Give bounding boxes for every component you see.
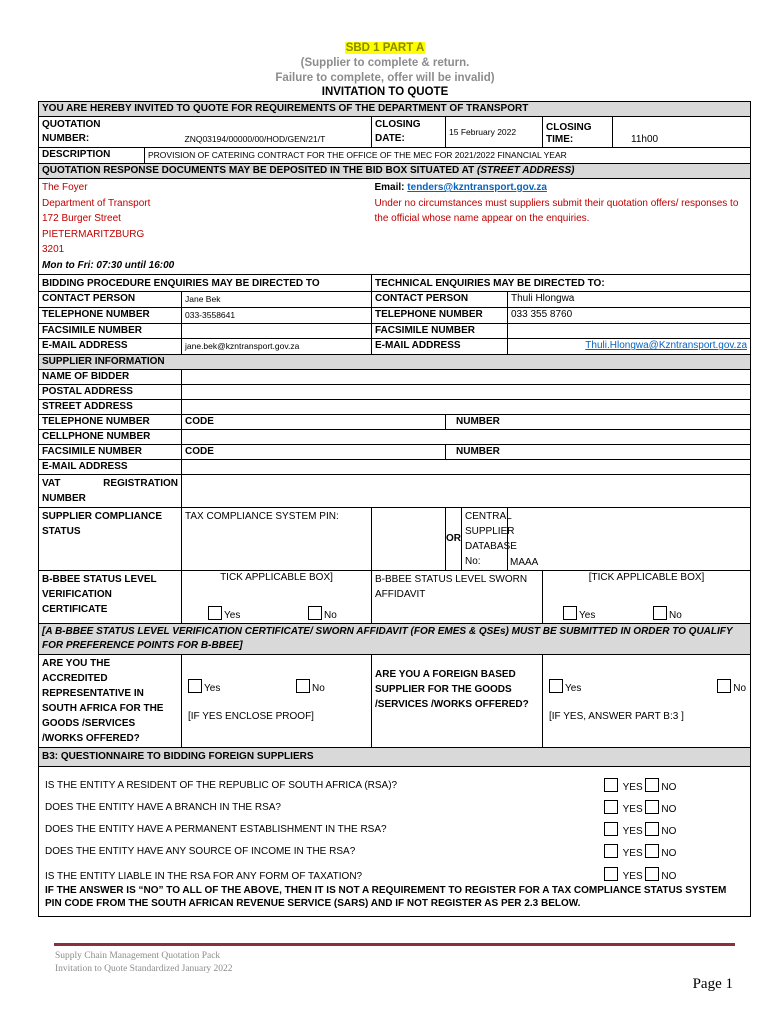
accredited-rep-label: ARE YOU THE ACCREDITED REPRESENTATIVE IN SOUTH AFRICA FOR THE GOODS /SERVICES /WORKS OFFERED? bbox=[39, 655, 182, 748]
bbbee-affidavit-no-checkbox[interactable] bbox=[653, 606, 667, 620]
bidding-contact: Jane Bek bbox=[182, 292, 372, 308]
bbbee-cert-yes-checkbox[interactable] bbox=[208, 606, 222, 620]
bbbee-affidavit-label: B-BBEE STATUS LEVEL SWORN AFFIDAVIT bbox=[372, 571, 543, 624]
questionnaire-heading: B3: QUESTIONNAIRE TO BIDDING FOREIGN SUPPLIERS bbox=[39, 748, 751, 767]
technical-contact: Thuli Hlongwa bbox=[508, 292, 751, 308]
technical-fax-label: FACSIMILE NUMBER bbox=[372, 324, 508, 339]
tender-email-label: Email: bbox=[374, 182, 408, 193]
submission-notice: Under no circumstances must suppliers submit their quotation offers/ responses to the official whose name appear on the enquiries. bbox=[374, 197, 739, 224]
tender-email-link[interactable]: tenders@kzntransport.gov.za bbox=[407, 182, 547, 193]
page-title: INVITATION TO QUOTE bbox=[321, 86, 449, 98]
accredited-no-checkbox[interactable] bbox=[296, 679, 310, 693]
street-address-label: STREET ADDRESS bbox=[39, 400, 182, 415]
description-label: DESCRIPTION bbox=[39, 148, 145, 164]
bbbee-cert-no-checkbox[interactable] bbox=[308, 606, 322, 620]
yes-checkbox[interactable] bbox=[604, 778, 618, 792]
closing-time: 11h00 bbox=[613, 117, 751, 148]
fax-code-field[interactable]: CODE bbox=[182, 445, 446, 460]
address-line: 3201 bbox=[42, 244, 65, 255]
foreign-yes-checkbox[interactable] bbox=[549, 679, 563, 693]
no-checkbox[interactable] bbox=[645, 844, 659, 858]
yes-checkbox[interactable] bbox=[604, 800, 618, 814]
csd-number-field[interactable] bbox=[508, 508, 751, 571]
address-line: Department of Transport bbox=[42, 197, 151, 209]
bidding-fax[interactable] bbox=[182, 324, 372, 339]
no-checkbox[interactable] bbox=[645, 822, 659, 836]
bidding-fax-label: FACSIMILE NUMBER bbox=[39, 324, 182, 339]
office-hours: Mon to Fri: 07:30 until 16:00 bbox=[42, 259, 175, 271]
bbbee-cert-options: TICK APPLICABLE BOX] Yes No bbox=[182, 571, 372, 624]
vat-label: VAT REGISTRATION NUMBER bbox=[39, 475, 182, 508]
enclose-proof-note: [IF YES ENCLOSE PROOF] bbox=[188, 711, 314, 722]
tax-pin-field[interactable] bbox=[372, 508, 446, 571]
tick-label: [TICK APPLICABLE BOX] bbox=[588, 572, 705, 583]
email-field[interactable] bbox=[182, 460, 751, 475]
question-row: DOES THE ENTITY HAVE A BRANCH IN THE RSA? YES NO bbox=[45, 802, 677, 815]
foreign-supplier-options: Yes No [IF YES, ANSWER PART B:3 ] bbox=[543, 655, 751, 748]
description: PROVISION OF CATERING CONTRACT FOR THE OFFICE OF THE MEC FOR 2021/2022 FINANCIAL YEAR bbox=[145, 148, 751, 164]
no-checkbox[interactable] bbox=[645, 778, 659, 792]
footer-divider bbox=[54, 943, 735, 946]
bbbee-affidavit-yes-checkbox[interactable] bbox=[563, 606, 577, 620]
questionnaire-block bbox=[39, 767, 751, 917]
supplier-info-heading: SUPPLIER INFORMATION bbox=[39, 355, 751, 370]
closing-time-label: CLOSING TIME: bbox=[543, 117, 613, 148]
bidder-name-label: NAME OF BIDDER bbox=[39, 370, 182, 385]
compliance-status-label: SUPPLIER COMPLIANCE STATUS bbox=[39, 508, 182, 571]
accredited-yes-checkbox[interactable] bbox=[188, 679, 202, 693]
deposit-heading: QUOTATION RESPONSE DOCUMENTS MAY BE DEPOSITED IN THE BID BOX SITUATED AT (STREET ADDRESS) bbox=[39, 164, 751, 179]
question-row: IS THE ENTITY LIABLE IN THE RSA FOR ANY FORM OF TAXATION? YES NO bbox=[45, 863, 744, 883]
technical-contact-label: CONTACT PERSON bbox=[372, 292, 508, 308]
answer-b3-note: [IF YES, ANSWER PART B:3 ] bbox=[549, 711, 684, 722]
question-text: IS THE ENTITY A RESIDENT OF THE REPUBLIC OF SOUTH AFRICA (RSA)? bbox=[45, 780, 398, 791]
address-line: 172 Burger Street bbox=[42, 213, 121, 224]
csd-label: CENTRAL SUPPLIER DATABASE No: bbox=[465, 511, 517, 567]
yes-checkbox[interactable] bbox=[604, 844, 618, 858]
quotation-number-label: QUOTATION NUMBER: bbox=[39, 117, 182, 148]
bidding-enquiries-heading: BIDDING PROCEDURE ENQUIRIES MAY BE DIRECTED TO bbox=[39, 275, 372, 292]
page-number: Page 1 bbox=[692, 976, 733, 992]
foreign-supplier-label: ARE YOU A FOREIGN BASED SUPPLIER FOR THE GOODS /SERVICES /WORKS OFFERED? bbox=[372, 655, 543, 748]
csd-block bbox=[446, 508, 517, 571]
header-line-3: Failure to complete, offer will be invalid) bbox=[275, 72, 495, 84]
address-line: The Foyer bbox=[42, 182, 88, 193]
technical-tel: 033 355 8760 bbox=[508, 308, 751, 324]
technical-fax[interactable] bbox=[508, 324, 751, 339]
question-row: IS THE ENTITY A RESIDENT OF THE REPUBLIC OF SOUTH AFRICA (RSA)? YES NO bbox=[45, 780, 677, 793]
questionnaire-conclusion: IF THE ANSWER IS “NO” TO ALL OF THE ABOVE, THEN IT IS NOT A REQUIREMENT TO REGISTER FOR A TAX COMPLIANCE STATUS SYSTEM PIN CODE FROM THE SOUTH AFRICAN REVENUE SERVICE (SARS) AND IF NOT REGISTER AS PER 2.3 BELOW. bbox=[45, 885, 727, 909]
question-text: DOES THE ENTITY HAVE ANY SOURCE OF INCOME IN THE RSA? bbox=[45, 846, 356, 857]
tender-email-block bbox=[372, 179, 751, 275]
closing-date-label: CLOSING DATE: bbox=[372, 117, 446, 148]
bidding-contact-label: CONTACT PERSON bbox=[39, 292, 182, 308]
question-row: DOES THE ENTITY HAVE A PERMANENT ESTABLISHMENT IN THE RSA? YES NO bbox=[45, 824, 677, 837]
postal-address-field[interactable] bbox=[182, 385, 751, 400]
cellphone-field[interactable] bbox=[182, 430, 751, 445]
tick-label: TICK APPLICABLE BOX] bbox=[220, 572, 333, 583]
question-text: DOES THE ENTITY HAVE A PERMANENT ESTABLISHMENT IN THE RSA? bbox=[45, 824, 387, 835]
email-label: E-MAIL ADDRESS bbox=[39, 460, 182, 475]
invitation-heading: YOU ARE HEREBY INVITED TO QUOTE FOR REQUIREMENTS OF THE DEPARTMENT OF TRANSPORT bbox=[39, 102, 751, 117]
address-line: PIETERMARITZBURG bbox=[42, 228, 145, 240]
telephone-label: TELEPHONE NUMBER bbox=[39, 415, 182, 430]
cellphone-label: CELLPHONE NUMBER bbox=[39, 430, 182, 445]
technical-email bbox=[508, 339, 751, 355]
bidder-name-field[interactable] bbox=[182, 370, 751, 385]
bbbee-cert-label: B-BBEE STATUS LEVEL VERIFICATION CERTIFICATE bbox=[39, 571, 182, 624]
footer-line-2: Invitation to Quote Standardized January 2022 bbox=[55, 964, 233, 974]
question-row: DOES THE ENTITY HAVE ANY SOURCE OF INCOME IN THE RSA? YES NO bbox=[45, 846, 677, 859]
bid-box-address bbox=[39, 179, 372, 275]
technical-email-label: E-MAIL ADDRESS bbox=[372, 339, 508, 355]
accredited-rep-options: Yes No [IF YES ENCLOSE PROOF] bbox=[182, 655, 372, 748]
no-checkbox[interactable] bbox=[645, 867, 659, 881]
bbbee-affidavit-options: [TICK APPLICABLE BOX] Yes No bbox=[543, 571, 751, 624]
yes-checkbox[interactable] bbox=[604, 867, 618, 881]
telephone-code-field[interactable]: CODE bbox=[182, 415, 446, 430]
postal-address-label: POSTAL ADDRESS bbox=[39, 385, 182, 400]
technical-email-link[interactable]: Thuli.Hlongwa@Kzntransport.gov.za bbox=[585, 340, 748, 351]
fax-label: FACSIMILE NUMBER bbox=[39, 445, 182, 460]
closing-date: 15 February 2022 bbox=[446, 117, 543, 148]
technical-tel-label: TELEPHONE NUMBER bbox=[372, 308, 508, 324]
no-checkbox[interactable] bbox=[645, 800, 659, 814]
quotation-number: ZNQ03194/00000/00/HOD/GEN/21/T bbox=[182, 117, 372, 148]
or-label: OR bbox=[446, 508, 462, 570]
bidding-tel-label: TELEPHONE NUMBER bbox=[39, 308, 182, 324]
tax-pin-label: TAX COMPLIANCE SYSTEM PIN: bbox=[182, 508, 372, 571]
fax-number-field[interactable]: NUMBER bbox=[446, 445, 751, 460]
question-text: IS THE ENTITY LIABLE IN THE RSA FOR ANY FORM OF TAXATION? bbox=[45, 871, 363, 882]
foreign-no-checkbox[interactable] bbox=[717, 679, 731, 693]
bidding-email-label: E-MAIL ADDRESS bbox=[39, 339, 182, 355]
question-text: DOES THE ENTITY HAVE A BRANCH IN THE RSA? bbox=[45, 802, 281, 813]
bbbee-notice: [A B-BBEE STATUS LEVEL VERIFICATION CERTIFICATE/ SWORN AFFIDAVIT (FOR EMES & QSEs) MUST BE SUBMITTED IN ORDER TO QUALIFY FOR PREFERENCE POINTS FOR B-BBEE] bbox=[39, 624, 751, 655]
technical-enquiries-heading: TECHNICAL ENQUIRIES MAY BE DIRECTED TO: bbox=[372, 275, 751, 292]
vat-field[interactable] bbox=[182, 475, 751, 508]
street-address-field[interactable] bbox=[182, 400, 751, 415]
telephone-number-field[interactable]: NUMBER bbox=[446, 415, 751, 430]
header-line-2: (Supplier to complete & return. bbox=[300, 57, 470, 69]
bidding-email: jane.bek@kzntransport.gov.za bbox=[182, 339, 372, 355]
yes-checkbox[interactable] bbox=[604, 822, 618, 836]
maaa-prefix: MAAA bbox=[510, 557, 539, 568]
form-code: SBD 1 PART A bbox=[345, 42, 425, 54]
bidding-tel: 033-3558641 bbox=[182, 308, 372, 324]
quotation-form bbox=[38, 101, 751, 917]
footer-line-1: Supply Chain Management Quotation Pack bbox=[55, 951, 221, 961]
